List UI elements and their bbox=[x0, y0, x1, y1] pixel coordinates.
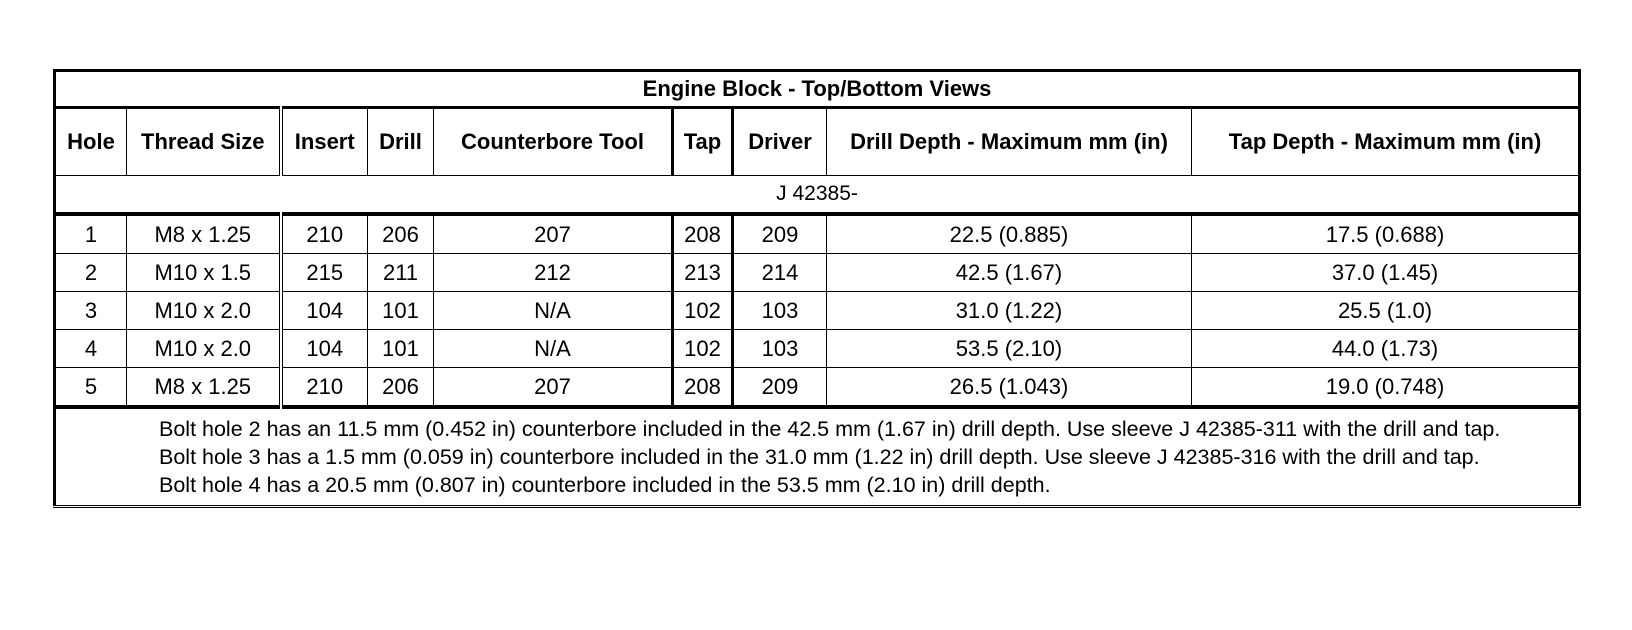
note-hole-4: Bolt hole 4 has a 20.5 mm (0.807 in) counterbore included in the 53.5 mm (2.10 in) drill depth. bbox=[159, 473, 1051, 497]
cell-driver: 209 bbox=[733, 368, 827, 408]
cell-tap: 208 bbox=[673, 214, 733, 254]
cell-driver: 103 bbox=[733, 292, 827, 330]
cell-drill-depth: 42.5 (1.67) bbox=[827, 254, 1192, 292]
kit-row bbox=[55, 176, 1580, 215]
cell-tap-depth: 37.0 (1.45) bbox=[1192, 254, 1580, 292]
cell-drill: 206 bbox=[368, 214, 434, 254]
notes-row bbox=[55, 407, 1580, 507]
cell-insert: 215 bbox=[281, 254, 368, 292]
header-tap: Tap bbox=[673, 108, 733, 176]
cell-hole: 5 bbox=[55, 368, 127, 408]
cell-thread-size: M10 x 2.0 bbox=[127, 330, 281, 368]
table-row bbox=[55, 214, 1580, 254]
header-thread-size: Thread Size bbox=[127, 108, 281, 176]
cell-drill-depth: 26.5 (1.043) bbox=[827, 368, 1192, 408]
kit-prefix: J 42385- bbox=[55, 176, 1580, 215]
cell-insert: 210 bbox=[281, 368, 368, 408]
cell-driver: 209 bbox=[733, 214, 827, 254]
cell-tap-depth: 19.0 (0.748) bbox=[1192, 368, 1580, 408]
header-drill-depth: Drill Depth - Maximum mm (in) bbox=[827, 108, 1192, 176]
cell-tap: 102 bbox=[673, 292, 733, 330]
cell-drill: 101 bbox=[368, 292, 434, 330]
header-row bbox=[55, 108, 1580, 176]
cell-counterbore-tool: N/A bbox=[434, 292, 673, 330]
table-row bbox=[55, 368, 1580, 408]
table-row bbox=[55, 292, 1580, 330]
cell-hole: 4 bbox=[55, 330, 127, 368]
cell-tap-depth: 44.0 (1.73) bbox=[1192, 330, 1580, 368]
note-hole-2: Bolt hole 2 has an 11.5 mm (0.452 in) counterbore included in the 42.5 mm (1.67 in) drill depth. Use sleeve J 42385-311 with the drill and tap. bbox=[159, 417, 1501, 441]
cell-tap: 208 bbox=[673, 368, 733, 408]
cell-insert: 104 bbox=[281, 292, 368, 330]
header-hole: Hole bbox=[55, 108, 127, 176]
cell-drill: 206 bbox=[368, 368, 434, 408]
table-title: Engine Block - Top/Bottom Views bbox=[55, 71, 1580, 108]
cell-hole: 1 bbox=[55, 214, 127, 254]
cell-driver: 214 bbox=[733, 254, 827, 292]
cell-tap-depth: 17.5 (0.688) bbox=[1192, 214, 1580, 254]
cell-tap: 102 bbox=[673, 330, 733, 368]
cell-drill: 211 bbox=[368, 254, 434, 292]
cell-drill-depth: 31.0 (1.22) bbox=[827, 292, 1192, 330]
header-driver: Driver bbox=[733, 108, 827, 176]
cell-tap: 213 bbox=[673, 254, 733, 292]
note-hole-3: Bolt hole 3 has a 1.5 mm (0.059 in) counterbore included in the 31.0 mm (1.22 in) drill depth. Use sleeve J 42385-316 with the drill and tap. bbox=[159, 445, 1480, 469]
cell-drill-depth: 22.5 (0.885) bbox=[827, 214, 1192, 254]
cell-tap-depth: 25.5 (1.0) bbox=[1192, 292, 1580, 330]
table-row bbox=[55, 254, 1580, 292]
header-drill: Drill bbox=[368, 108, 434, 176]
cell-hole: 2 bbox=[55, 254, 127, 292]
header-counterbore-tool: Counterbore Tool bbox=[434, 108, 673, 176]
cell-drill-depth: 53.5 (2.10) bbox=[827, 330, 1192, 368]
title-row bbox=[55, 71, 1580, 108]
engine-block-spec-table bbox=[53, 69, 1581, 508]
cell-thread-size: M10 x 2.0 bbox=[127, 292, 281, 330]
cell-drill: 101 bbox=[368, 330, 434, 368]
cell-hole: 3 bbox=[55, 292, 127, 330]
table-row bbox=[55, 330, 1580, 368]
cell-counterbore-tool: N/A bbox=[434, 330, 673, 368]
cell-thread-size: M8 x 1.25 bbox=[127, 368, 281, 408]
cell-thread-size: M10 x 1.5 bbox=[127, 254, 281, 292]
cell-counterbore-tool: 207 bbox=[434, 214, 673, 254]
header-insert: Insert bbox=[281, 108, 368, 176]
notes-cell bbox=[55, 407, 1580, 507]
spec-sheet bbox=[53, 69, 1578, 508]
cell-insert: 210 bbox=[281, 214, 368, 254]
cell-driver: 103 bbox=[733, 330, 827, 368]
header-tap-depth: Tap Depth - Maximum mm (in) bbox=[1192, 108, 1580, 176]
cell-insert: 104 bbox=[281, 330, 368, 368]
cell-counterbore-tool: 212 bbox=[434, 254, 673, 292]
cell-counterbore-tool: 207 bbox=[434, 368, 673, 408]
cell-thread-size: M8 x 1.25 bbox=[127, 214, 281, 254]
